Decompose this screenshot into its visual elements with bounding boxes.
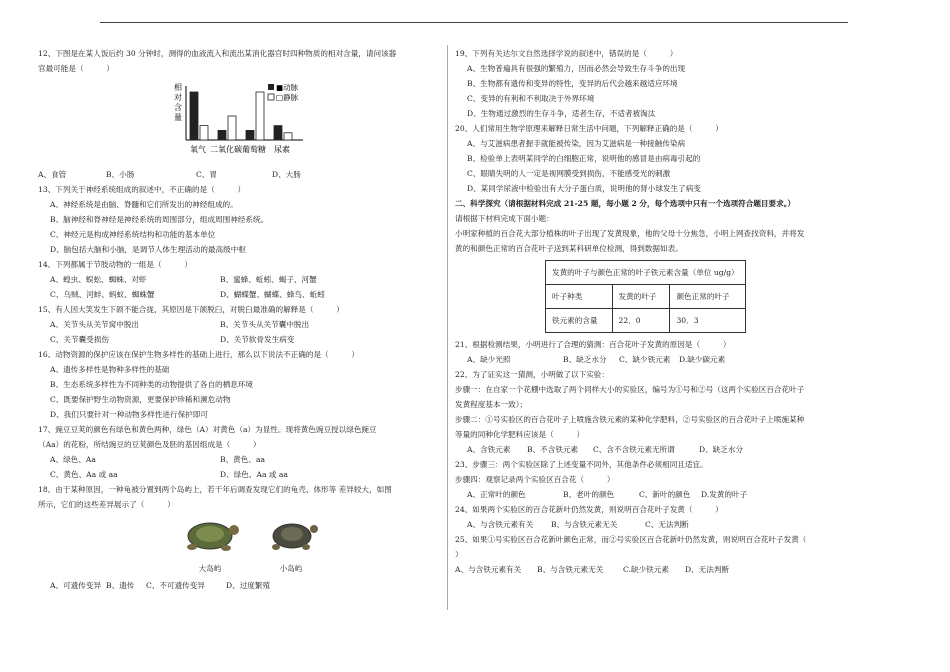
turtle-big-island [178, 516, 242, 576]
right-column [455, 46, 865, 577]
question-20 [455, 121, 865, 196]
q18-option-c[interactable]: C、不可遗传变异 [146, 581, 205, 590]
section2-instr: 请根据下材料完成下面小题： [455, 214, 554, 223]
q12-option-c[interactable]: C、胃 [196, 170, 217, 179]
table-cell-label: 铁元素的含量 [546, 309, 613, 333]
question-21 [455, 337, 865, 367]
question-16 [38, 347, 438, 422]
q17-option-d[interactable]: D、绿色、Aa 或 aa [220, 470, 288, 479]
question-14 [38, 257, 438, 302]
q15-option-d[interactable]: D、关节软骨发生病变 [220, 335, 295, 344]
q21-option-d[interactable]: D.缺少碳元素 [679, 355, 726, 364]
q17-option-b[interactable]: B、黄色、aa [220, 455, 266, 464]
turtle-icon [262, 516, 320, 556]
q18-option-d[interactable]: D、过度繁殖 [226, 581, 271, 590]
q17-options-row2 [38, 467, 438, 482]
q22-option-a[interactable]: A、含铁元素 [467, 445, 511, 454]
chart-ylabel-2: 对 [174, 93, 182, 102]
q25-options [455, 562, 865, 577]
question-19 [455, 46, 865, 121]
q22-options [455, 442, 865, 457]
question-25 [455, 532, 865, 577]
table-header-3: 颜色正常的叶子 [670, 285, 745, 309]
q12-options [38, 167, 438, 182]
q16-option-b[interactable]: B、生态系统多样性为不同种类的动物提供了各自的栖息环境 [50, 380, 254, 389]
q21-options [455, 352, 865, 367]
bar-vein-2 [256, 92, 264, 140]
q22-step2-line2: 等量的同种化学肥料应该是（ ） [455, 430, 585, 439]
q25-option-c[interactable]: C.缺少铁元素 [623, 565, 669, 574]
chart-ylabel-4: 量 [174, 113, 182, 122]
q19-option-a[interactable]: A、生物普遍具有很强的繁殖力，因而必然会导致生存斗争的出现 [467, 64, 686, 73]
bar-artery-2 [246, 130, 254, 140]
q13-option-a[interactable]: A、神经系统是由脑、脊髓和它们所发出的神经组成的。 [50, 200, 238, 209]
q15-option-a[interactable]: A、关节头从关节窝中脱出 [50, 320, 140, 329]
q16-option-c[interactable]: C、既要保护野生动物资源，更要保护珍稀和濒危动物 [50, 395, 231, 404]
q23-stem: 23、步骤三：两个实验区除了上述变量不同外，其他条件必须相同且适宜。 [455, 460, 708, 469]
q25-option-d[interactable]: D、无法判断 [685, 565, 730, 574]
q15-stem: 15、有人因大笑发生下颌不能合拢，其原因是下颌脱臼，对脱臼最准确的解释是（ ） [38, 305, 344, 314]
label-small-island: 小岛屿 [279, 564, 303, 573]
chart-ylabel-1: 相 [174, 83, 182, 92]
q17-stem-line2: （Aa）的花粉，所结豌豆的豆荚颜色及胚的基因组成是（ ） [38, 440, 261, 449]
q24-option-b[interactable]: B、与含铁元素无关 [551, 520, 618, 529]
table-header-2: 发黄的叶子 [612, 285, 670, 309]
x-tick-label-2: 葡萄糖 [242, 145, 266, 154]
left-column [38, 46, 438, 593]
q20-option-b[interactable]: B、检验单上表明某同学的白细胞正常，说明他的感冒是由病毒引起的 [467, 154, 701, 163]
q13-stem: 13、下列关于神经系统组成的叙述中，不正确的是（ ） [38, 185, 246, 194]
q14-options-row2 [38, 287, 438, 302]
q20-option-a[interactable]: A、与艾滋病患者握手就能被传染，因为艾滋病是一种接触传染病 [467, 139, 686, 148]
q21-option-b[interactable]: B、缺乏水分 [563, 355, 607, 364]
turtle-icon [178, 516, 242, 556]
q12-option-d[interactable]: D、大肠 [272, 170, 301, 179]
q12-option-a[interactable]: A、食管 [38, 170, 67, 179]
header-rule [100, 22, 848, 23]
q22-step1-line2: 发黄程度基本一致）； [455, 400, 528, 409]
bar-artery-3 [274, 126, 282, 140]
legend-vein-swatch [268, 94, 274, 100]
q24-option-c[interactable]: C、无法判断 [645, 520, 689, 529]
q25-option-a[interactable]: A、与含铁元素有关 [455, 565, 522, 574]
q15-option-c[interactable]: C、关节囊受损伤 [50, 335, 109, 344]
q18-stem-line1: 18、由于某种原因，一种龟被分置到两个岛屿上，若干年后调查发现它们的龟壳、体形等 差异较大，如图 [38, 485, 392, 494]
q15-option-b[interactable]: B、关节头从关节囊中脱出 [220, 320, 310, 329]
question-17 [38, 422, 438, 482]
q19-option-b[interactable]: B、生物都有遗传和变异的特性，变异的后代会越来越适应环境 [467, 79, 678, 88]
q14-option-d[interactable]: D、蝴蝶蟹、蝴蝶、蜂鸟、蚯蚓 [220, 290, 325, 299]
legend-vein: □静脉 [276, 93, 299, 102]
question-13 [38, 182, 438, 257]
q20-stem: 20、人们常用生物学原理来解释日常生活中问题，下列解释正确的是（ ） [455, 124, 723, 133]
q13-option-b[interactable]: B、脑神经和脊神经是神经系统的周围部分，组成周围神经系统。 [50, 215, 269, 224]
column-divider [447, 45, 448, 610]
table-cell-normal: 30．3 [670, 309, 745, 333]
label-big-island: 大岛屿 [198, 564, 222, 573]
q22-step1-line1: 步骤一：在自家一个花棚中选取了两个同样大小的实验区，编号为①号和②号（这两个实验区百合花叶子 [455, 385, 805, 394]
turtle-small-island [262, 516, 320, 576]
q18-option-a[interactable]: A、可遗传变异 [50, 581, 102, 590]
q23-option-b[interactable]: B、老叶的颜色 [563, 490, 615, 499]
q21-option-a[interactable]: A、缺少光照 [467, 355, 511, 364]
question-15 [38, 302, 438, 347]
q17-stem-line1: 17、豌豆豆荚的颜色有绿色和黄色两种，绿色（A）对黄色（a）为显性。现将黄色豌豆授以绿色豌豆 [38, 425, 377, 434]
x-tick-label-1: 二氧化碳 [210, 145, 242, 154]
q14-option-b[interactable]: B、蜜蜂、蚯蚓、蝎子、河蟹 [220, 275, 317, 284]
q21-stem: 21、根据检测结果，小明进行了合理的猜测：百合花叶子发黄的原因是（ ） [455, 340, 731, 349]
iron-content-table [545, 260, 746, 333]
q23-option-d[interactable]: D.发黄的叶子 [701, 490, 748, 499]
legend-artery: ■动脉 [276, 83, 299, 92]
q17-options-row1 [38, 452, 438, 467]
q25-stem-line2: ） [455, 550, 463, 559]
q19-option-c[interactable]: C、变异的有利和不利取决于外界环境 [467, 94, 595, 103]
q18-option-b[interactable]: B、遗传 [106, 581, 135, 590]
bar-vein-0 [200, 126, 208, 140]
q12-stem-line1: 12、下图是在某人饭后约 30 分钟时，测得的血液流入和流出某消化器官时四种物质的相对含量，请问该器 [38, 49, 397, 58]
q24-option-a[interactable]: A、与含铁元素有关 [467, 520, 534, 529]
table-header-1: 叶子种类 [546, 285, 613, 309]
question-12 [38, 46, 438, 182]
legend-artery-swatch [268, 84, 274, 90]
q25-stem-line1: 25、如果①号实验区百合花新叶颜色正常，而②号实验区百合花新叶仍然发黄，则说明百合花叶子发黄（ [455, 535, 807, 544]
bar-artery-0 [190, 92, 198, 140]
q22-stem: 22、为了证实这一猜测，小明做了以下实验： [455, 370, 609, 379]
q22-option-b[interactable]: B、不含铁元素 [527, 445, 579, 454]
q13-option-d[interactable]: D、脑包括大脑和小脑，是调节人体生理活动的最高级中枢 [50, 245, 246, 254]
q17-option-c[interactable]: C、黄色、Aa 或 aa [50, 470, 118, 479]
q20-option-d[interactable]: D、某同学尿液中检验出有大分子蛋白质，说明他的肾小球发生了病变 [467, 184, 701, 193]
q14-option-a[interactable]: A、蝗虫、蜈蚣、蜘蛛、对虾 [50, 275, 147, 284]
q21-option-c[interactable]: C、缺少铁元素 [619, 355, 671, 364]
q19-option-d[interactable]: D、生物通过激烈的生存斗争，适者生存，不适者被淘汰 [467, 109, 656, 118]
q13-option-c[interactable]: C、神经元是构成神经系统结构和功能的基本单位 [50, 230, 216, 239]
chart-ylabel-3: 含 [174, 103, 182, 112]
q22-step2-line1: 步骤二：①号实验区的百合花叶子上喷施含铁元素的某种化学肥料，②号实验区的百合花叶子上喷施某种 [455, 415, 805, 424]
q23-step4: 步骤四：观察记录两个实验区百合花（ ） [455, 475, 615, 484]
q22-option-c[interactable]: C、含不含铁元素无所谓 [593, 445, 675, 454]
section2-title: 二、科学探究（请根据材料完成 21-25 题，每小题 2 分，每个选项中只有一个选项符合题目要求。） [455, 199, 796, 208]
section2-para-line1: 小明家种植的百合花大部分植株的叶子出现了发黄现象，他的父母十分焦急，小明上网查找资料，并将发 [455, 229, 805, 238]
q22-option-d[interactable]: D、缺乏水分 [699, 445, 744, 454]
q14-stem: 14、下列都属于节肢动物的一组是（ ） [38, 260, 192, 269]
q18-options [38, 578, 438, 593]
q23-option-c[interactable]: C、新叶的颜色 [639, 490, 691, 499]
table-title: 发黄的叶子与颜色正常的叶子铁元素含量（单位 ug/g） [546, 261, 746, 285]
q17-option-a[interactable]: A、绿色、Aa [50, 455, 96, 464]
q12-bar-chart [168, 80, 368, 160]
bar-vein-3 [284, 133, 292, 140]
q23-option-a[interactable]: A、正常叶的颜色 [467, 490, 526, 499]
q25-option-b[interactable]: B、与含铁元素无关 [537, 565, 604, 574]
q20-option-c[interactable]: C、眼睛失明的人一定是视网膜受到损伤，不能感受光的刺激 [467, 169, 671, 178]
section-2 [455, 196, 865, 333]
question-24 [455, 502, 865, 532]
q15-options-row2 [38, 332, 438, 347]
x-tick-label-0: 氧气 [190, 145, 206, 154]
question-22 [455, 367, 865, 457]
q19-stem: 19、下列有关达尔文自然选择学说的叙述中，错误的是（ ） [455, 49, 678, 58]
section2-para-line2: 黄的和颜色正常的百合花叶子送到某科研单位检测，得到数据如表。 [455, 244, 683, 253]
q18-stem-line2: 所示，它们的这些差异展示了（ ） [38, 500, 175, 509]
q16-option-a[interactable]: A、遗传多样性是物种多样性的基础 [50, 365, 170, 374]
q24-stem: 24、如果两个实验区的百合花新叶仍然发黄，则说明百合花叶子发黄（ ） [455, 505, 723, 514]
q14-options-row1 [38, 272, 438, 287]
question-23 [455, 457, 865, 502]
table-cell-yellow: 22．0 [612, 309, 670, 333]
q16-stem: 16、动物资源的保护应该在保护生物多样性的基础上进行，那么以下说法不正确的是（ ） [38, 350, 360, 359]
q24-options [455, 517, 865, 532]
bar-artery-1 [218, 130, 226, 140]
q12-option-b[interactable]: B、小肠 [106, 170, 135, 179]
q23-options [455, 487, 865, 502]
q18-turtle-figure [178, 516, 438, 576]
question-18 [38, 482, 438, 593]
x-tick-label-3: 尿素 [274, 145, 290, 154]
bar-vein-1 [228, 116, 236, 140]
q14-option-c[interactable]: C、乌贼、河蚌、蚂蚁、蜘蛛蟹 [50, 290, 155, 299]
q12-stem-line2: 官最可能是（ ） [38, 64, 114, 73]
q16-option-d[interactable]: D、我们只要针对一种动物多样性进行保护即可 [50, 410, 208, 419]
q15-options-row1 [38, 317, 438, 332]
